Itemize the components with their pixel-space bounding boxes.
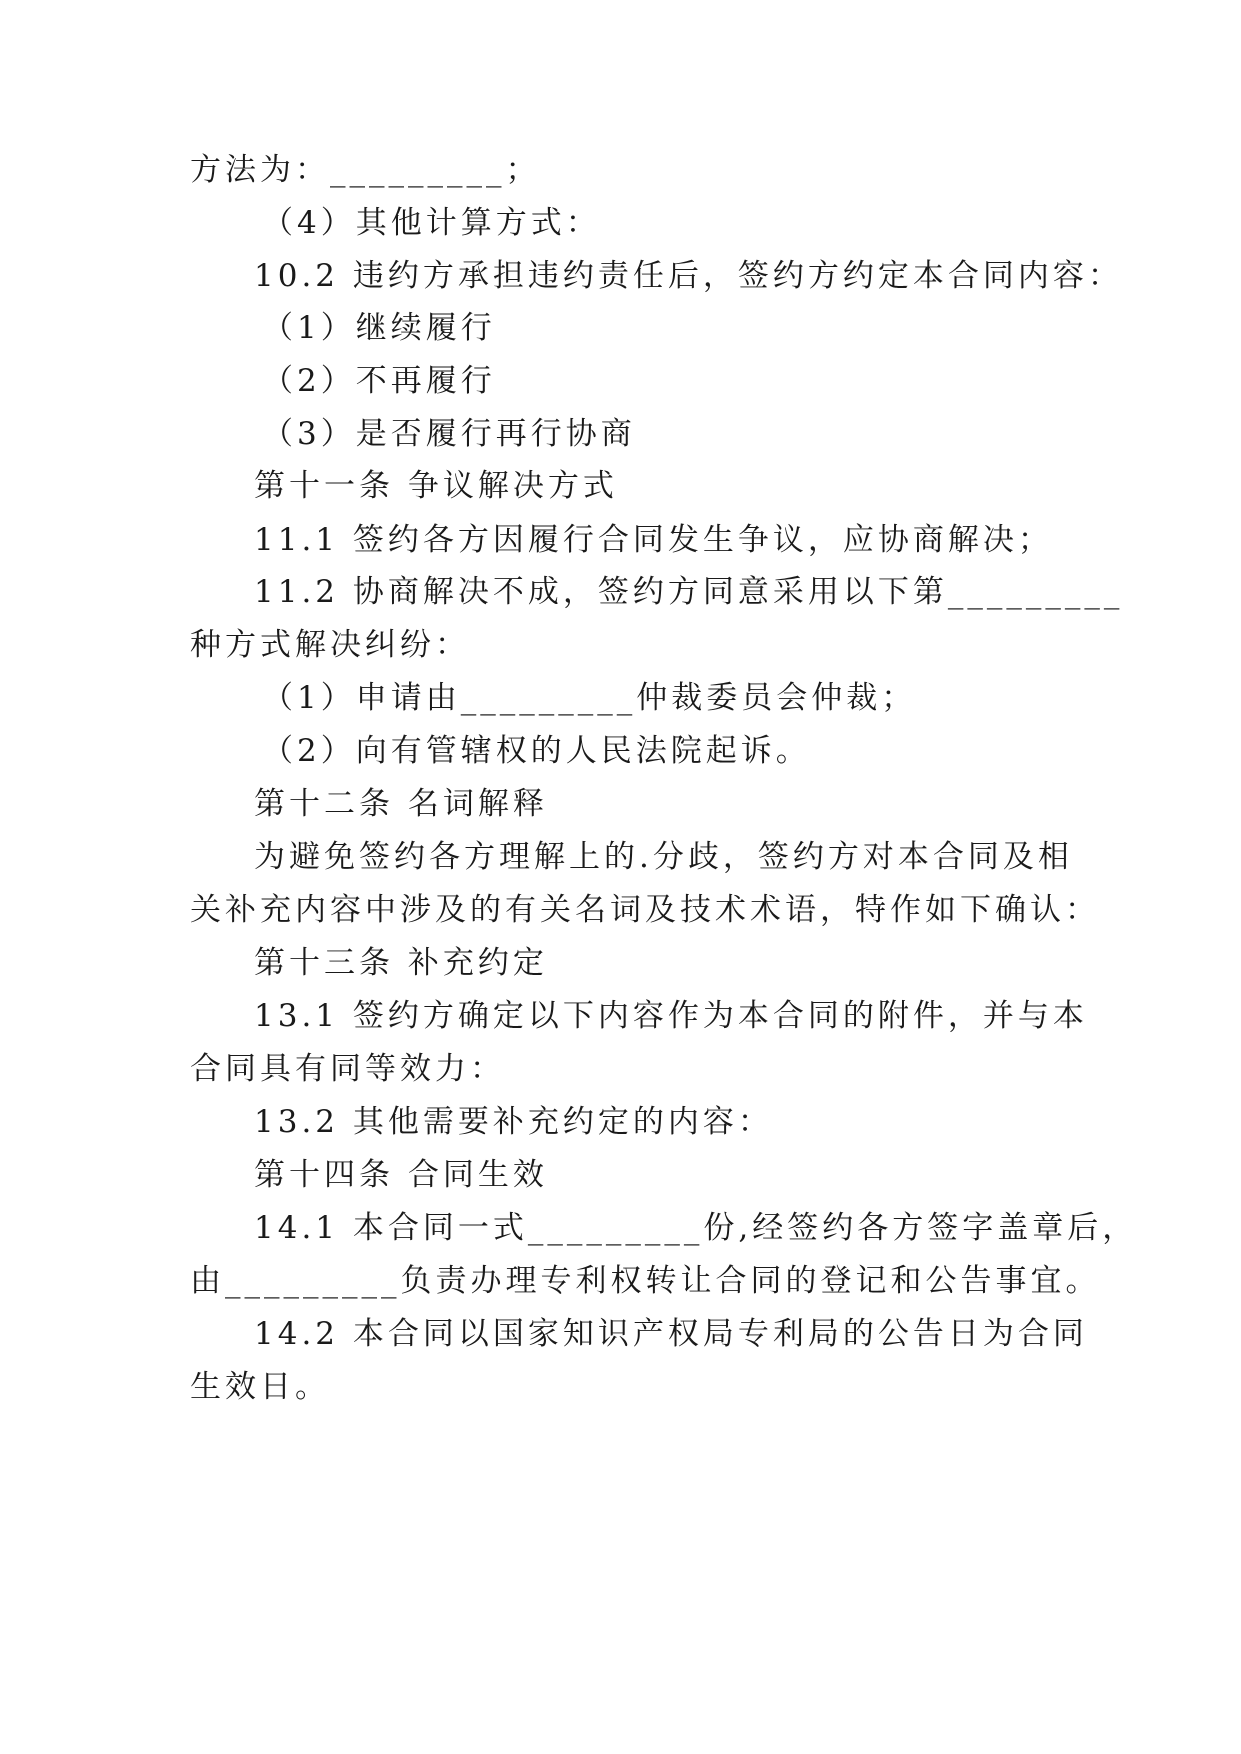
text-line: （3）是否履行再行协商 <box>262 416 636 452</box>
text-line: （4）其他计算方式： <box>262 205 601 241</box>
text-line: （2）向有管辖权的人民法院起诉。 <box>262 733 811 769</box>
text-line: （1）申请由_________仲裁委员会仲裁； <box>262 680 917 716</box>
text-line: 种方式解决纠纷： <box>190 627 470 663</box>
text-line: 合同具有同等效力： <box>190 1051 505 1087</box>
section-heading: 第十四条 合同生效 <box>254 1157 548 1193</box>
text-line: 10.2 违约方承担违约责任后，签约方约定本合同内容： <box>254 258 1123 294</box>
text-line: （2）不再履行 <box>262 363 496 399</box>
text-line: 13.1 签约方确定以下内容作为本合同的附件，并与本 <box>254 998 1088 1034</box>
text-line: （1）继续履行 <box>262 310 496 346</box>
text-line: 由_________负责办理专利权转让合同的登记和公告事宜。 <box>190 1263 1101 1299</box>
text-line: 11.2 协商解决不成，签约方同意采用以下第_________ <box>254 574 1124 610</box>
text-line: 11.1 签约各方因履行合同发生争议，应协商解决； <box>254 522 1053 558</box>
text-line: 关补充内容中涉及的有关名词及技术术语，特作如下确认： <box>190 892 1100 928</box>
text-line: 生效日。 <box>190 1369 330 1405</box>
section-heading: 第十二条 名词解释 <box>254 786 548 822</box>
text-line: 为避免签约各方理解上的.分歧，签约方对本合同及相 <box>254 839 1073 875</box>
text-line: 14.2 本合同以国家知识产权局专利局的公告日为合同 <box>254 1316 1088 1352</box>
text-line: 13.2 其他需要补充约定的内容： <box>254 1104 773 1140</box>
text-line: 14.1 本合同一式_________份,经签约各方签字盖章后， <box>254 1210 1138 1246</box>
section-heading: 第十三条 补充约定 <box>254 945 548 981</box>
section-heading: 第十一条 争议解决方式 <box>254 468 618 504</box>
text-line: 方法为：_________； <box>190 152 541 188</box>
